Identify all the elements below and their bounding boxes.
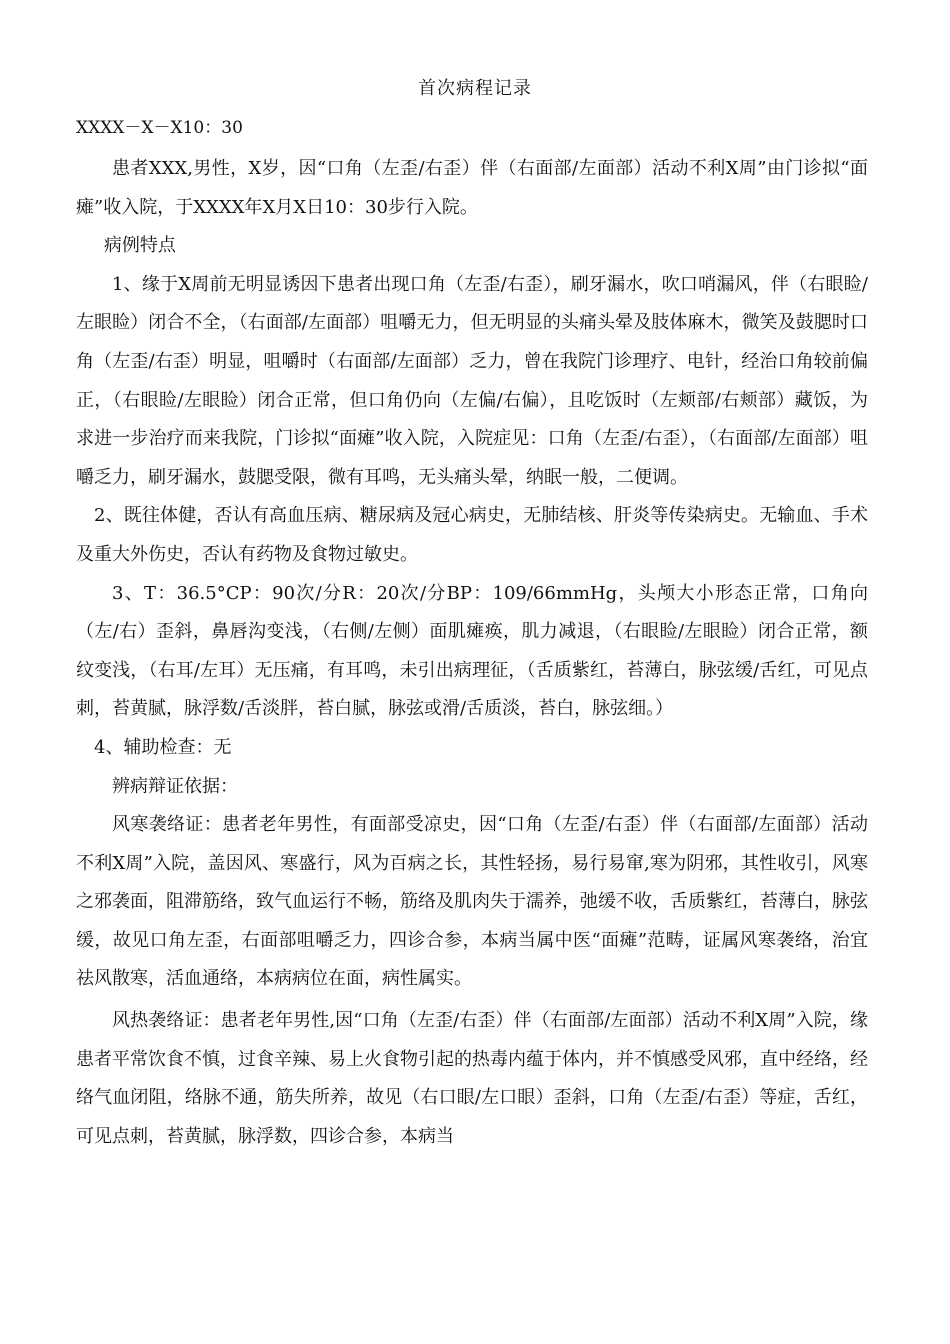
case-feature-item-2: 2、既往体健，否认有高血压病、糖尿病及冠心病史，无肺结核、肝炎等传染病史。无输血、手术及重大外伤史，否认有药物及食物过敏史。 (76, 505, 868, 565)
case-features-heading: 病例特点 (103, 235, 176, 257)
case-feature-item-4: 4、辅助检查：无 (94, 736, 232, 758)
wind-heat-syndrome-paragraph: 风热袭络证：患者老年男性,因“口角（左歪/右歪）伴（右面部/左面部）活动不利X周”入院，缘患者平常饮食不慎，过食辛辣、易上火食物引起的热毒内蕴于体内，并不慎感受风邪，直中经络，经络气血闭阻，络脉不通，筋失所养，故见（右口眼/左口眼）歪斜，口角（左歪/右歪）等症，舌红，可见点刺，苔黄腻，脉浮数，四诊合参，本病当 (76, 1010, 868, 1147)
diagnosis-basis-heading: 辨病辩证依据： (112, 775, 238, 797)
wind-cold-syndrome-paragraph: 风寒袭络证：患者老年男性，有面部受凉史，因“口角（左歪/右歪）伴（右面部/左面部）活动不利X周”入院，盖因风、寒盛行，风为百病之长，其性轻扬，易行易窜,寒为阴邪，其性收引，风寒之邪袭面，阻滞筋络，致气血运行不畅，筋络及肌肉失于濡养，弛缓不收，舌质紫红，苔薄白，脉弦缓，故见口角左歪，右面部咀嚼乏力，四诊合参，本病当属中医“面瘫”范畴，证属风寒袭络，治宜祛风散寒，活血通络，本病病位在面，病性属实。 (76, 814, 868, 990)
document-body (76, 150, 868, 1156)
intro-paragraph: 患者XXX,男性，X岁，因“口角（左歪/右歪）伴（右面部/左面部）活动不利X周”由门诊拟“面瘫”收入院，于XXXX年X月X日10：30步行入院。 (76, 158, 868, 218)
case-feature-item-3: 3、T：36.5°CP：90次/分R：20次/分BP：109/66mmHg，头颅大小形态正常，口角向（左/右）歪斜，鼻唇沟变浅，（右侧/左侧）面肌瘫痪，肌力减退，（右眼睑/左眼睑）闭合正常，额纹变浅，（右耳/左耳）无压痛，有耳鸣，未引出病理征，（舌质紫红，苔薄白，脉弦缓/舌红，可见点刺，苔黄腻，脉浮数/舌淡胖，苔白腻，脉弦或滑/舌质淡，苔白，脉弦细。） (76, 582, 868, 720)
record-datetime: XXXX－X－X10：30 (76, 118, 243, 138)
page-title: 首次病程记录 (418, 78, 532, 99)
case-feature-item-1: 1、缘于X周前无明显诱因下患者出现口角（左歪/右歪），刷牙漏水，吹口哨漏风，伴（右眼睑/左眼睑）闭合不全，（右面部/左面部）咀嚼无力，但无明显的头痛头晕及肢体麻木，微笑及鼓腮时口角（左歪/右歪）明显，咀嚼时（右面部/左面部）乏力，曾在我院门诊理疗、电针，经治口角较前偏正，（右眼睑/左眼睑）闭合正常，但口角仍向（左偏/右偏），且吃饭时（左颊部/右颊部）藏饭，为求进一步治疗而来我院，门诊拟“面瘫”收入院，入院症见：口角（左歪/右歪），（右面部/左面部）咀嚼乏力，刷牙漏水，鼓腮受限，微有耳鸣，无头痛头晕，纳眠一般，二便调。 (76, 273, 868, 488)
